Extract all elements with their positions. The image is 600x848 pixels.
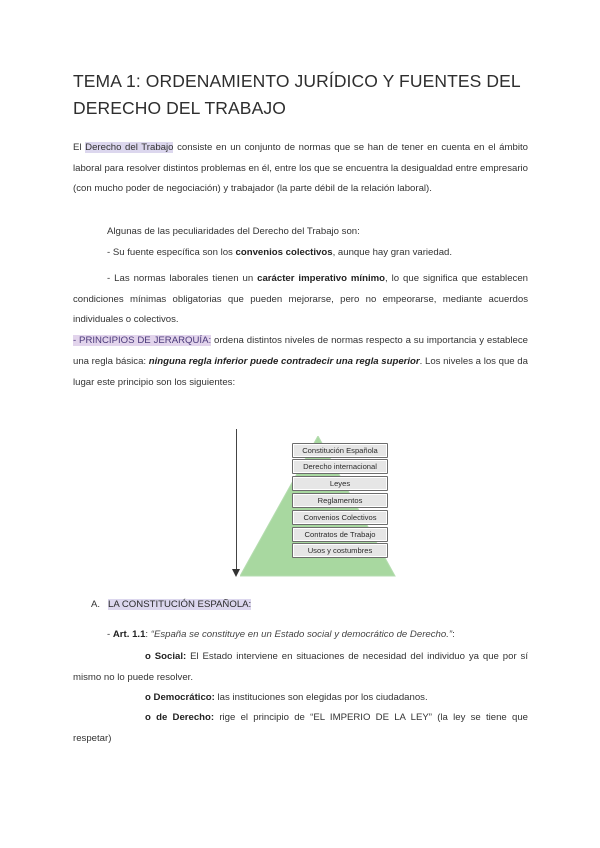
bullet-social	[73, 646, 528, 688]
article-pre: -	[107, 629, 113, 640]
pyramid-level: Reglamentos	[292, 493, 388, 508]
pyramid-level: Usos y costumbres	[292, 543, 388, 558]
item1-bold: convenios colectivos	[235, 247, 333, 258]
item1-post: , aunque hay gran variedad.	[332, 247, 453, 258]
bullet-text: rige el principio de “EL IMPERIO DE LA LEY” (la ley se tiene que respetar)	[73, 712, 528, 744]
hierarchy-highlight: - PRINCIPIOS DE JERARQUÍA:	[73, 335, 212, 346]
article-colon: :	[145, 629, 151, 640]
bullet-label: Social:	[154, 651, 187, 662]
down-arrow-line	[236, 429, 237, 571]
bullet-label: Democrático:	[153, 692, 215, 703]
hierarchy-post: . Los niveles a los que da lugar este principio son los siguientes:	[73, 356, 528, 388]
section-a-heading	[91, 595, 251, 615]
bullet-marker: o	[145, 712, 157, 723]
peculiarity-item-2	[73, 269, 528, 331]
pyramid-level: Constitución Española	[292, 443, 388, 458]
section-a-title: LA CONSTITUCIÓN ESPAÑOLA:	[108, 599, 252, 610]
peculiarities-heading: Algunas de las peculiaridades del Derecho del Trabajo son:	[107, 226, 360, 237]
page-title: TEMA 1: ORDENAMIENTO JURÍDICO Y FUENTES DEL DERECHO DEL TRABAJO	[73, 71, 521, 118]
highlight-derecho-trabajo: Derecho del Trabajo	[85, 142, 174, 153]
article-end: :	[452, 629, 455, 640]
bullet-democratico	[73, 687, 528, 708]
bullet-text: El Estado interviene en situaciones de necesidad del individuo ya que por sí mismo no lo puede resolver.	[73, 651, 528, 683]
intro-paragraph	[73, 138, 528, 200]
intro-lead: El	[73, 142, 86, 153]
bullet-marker: o	[145, 651, 155, 662]
bullet-text: las instituciones son elegidas por los ciudadanos.	[214, 692, 428, 703]
item2-bold: carácter imperativo mínimo	[257, 273, 386, 284]
article-1-1	[107, 625, 455, 645]
item2-pre: - Las normas laborales tienen un	[107, 273, 258, 284]
item1-pre: - Su fuente específica son los	[107, 247, 236, 258]
pyramid-level: Leyes	[292, 476, 388, 491]
pyramid-level: Convenios Colectivos	[292, 510, 388, 525]
item2-post: , lo que significa que establecen condiciones mínimas obligatorias que pueden mejorarse, pero no empeorarse, mediante acuerdos individuales o colectivos.	[73, 273, 528, 326]
pyramid-level: Contratos de Trabajo	[292, 527, 388, 542]
article-label: Art. 1.1	[112, 629, 146, 640]
hierarchy-paragraph	[73, 330, 528, 393]
hierarchy-rule: ninguna regla inferior puede contradecir una regla superior	[148, 356, 420, 367]
down-arrow-icon	[232, 569, 240, 577]
intro-rest: consiste en un conjunto de normas que se han de tener en cuenta en el ámbito laboral para resolver distintos problemas en él, entre los que se encuentra la desigualdad entre empresario (con mucho poder de negociación) y trabajador (la parte débil de la relación laboral).	[73, 142, 528, 195]
article-quote: “España se constituye en un Estado social y democrático de Derecho.”	[150, 629, 453, 640]
section-a-number: A.	[91, 599, 101, 610]
peculiarity-item-1	[107, 243, 452, 264]
bullet-de-derecho	[73, 707, 528, 749]
bullet-label: de Derecho:	[156, 712, 215, 723]
bullet-marker: o	[145, 692, 154, 703]
pyramid-level: Derecho internacional	[292, 459, 388, 474]
hierarchy-pre: ordena distintos niveles de normas respecto a su importancia y establece una regla básica:	[73, 335, 528, 367]
